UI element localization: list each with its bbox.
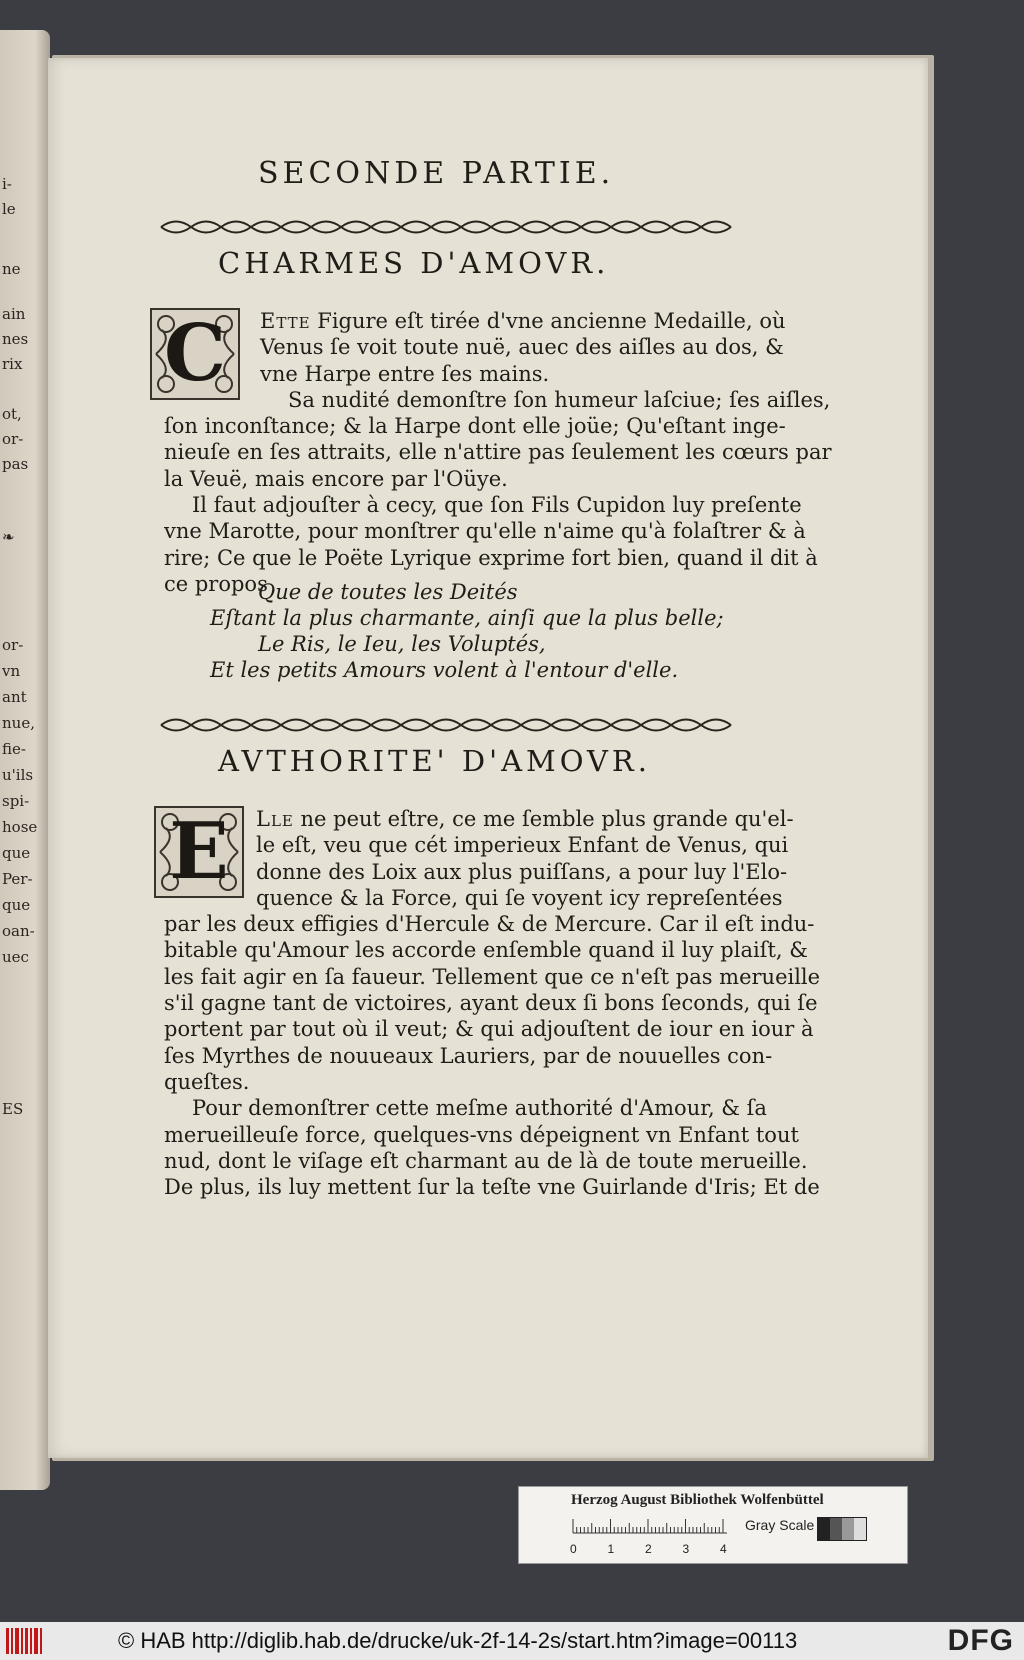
left-page-fragment: uec [2,948,29,966]
left-page-fragment: nue, [2,714,35,732]
left-page-fragment: ot, [2,405,22,423]
copyright-url-link[interactable]: © HAB http://diglib.hab.de/drucke/uk-2f-14-2s/start.htm?image=00113 [118,1628,798,1653]
left-page-fragment: oan- [2,922,35,940]
text-line: vne Harpe entre ſes mains. [260,361,550,386]
ruler-label: 3 [682,1542,690,1556]
left-page-fragment: ne [2,260,21,278]
left-page-edge [0,30,50,1490]
fleuron-ornament-middle [156,714,736,736]
text-line: rire; Ce que le Poëte Lyrique exprime fort bien, quand il dit à [164,545,818,570]
left-page-fragment: le [2,200,16,218]
text-line: la Veuë, mais encore par l'Oüye. [164,466,508,491]
dropcap-letter: E [169,806,229,897]
library-scale-card [518,1486,908,1564]
text-line: nieuſe en ſes attraits, elle n'attire pas ſeulement les cœurs par [164,440,832,465]
section-authorite-body [164,806,821,1200]
left-page-fragment: ain [2,305,26,323]
library-name: Herzog August Bibliothek Wolfenbüttel [571,1492,824,1508]
left-page-fragment: que [2,844,31,862]
left-page-fragment: nes [2,330,29,348]
section-charmes-body [164,308,832,597]
left-page-fragment: spi- [2,792,30,810]
text-line: par les deux effigies d'Hercule & de Mercure. Car il eſt indu- [164,912,815,937]
text-line: ſes Myrthes de nouueaux Lauriers, par de nouuelles con- [164,1043,773,1068]
left-page-fragment: rix [2,355,23,373]
text-line: nud, dont le viſage eſt charmant au de là de toute merueille. [164,1148,808,1173]
left-page-fragment: hose [2,818,38,836]
ruler-scale [571,1515,731,1559]
text-line: ce propos [164,571,268,596]
barcode-icon [6,1628,46,1654]
verse-line-1: Que de toutes les Deités [258,580,518,604]
left-page-fragment: ES [2,1100,24,1118]
text-line: quence & la Force, qui ſe voyent icy repreſentées [256,885,783,910]
verse-line-3: Le Ris, le Ieu, les Voluptés, [258,632,546,656]
text-line: Lle ne peut eſtre, ce me ſemble plus grande qu'el- [256,807,794,831]
text-line: De plus, ils luy mettent ſur la teſte vne Guirlande d'Iris; Et de [164,1175,820,1200]
text-line: Venus ſe voit toute nuë, auec des aiſles au dos, & [260,335,784,360]
left-page-fragment: i- [2,175,12,193]
fleuron-ornament-top [156,216,736,238]
dfg-logo: DFG [947,1624,1014,1657]
left-page-fragment: u'ils [2,766,34,784]
text-line: donne des Loix aux plus puiſſans, a pour luy l'Elo- [256,859,788,884]
ruler-label: 4 [720,1542,727,1556]
text-line: merueilleuſe force, quelques-vns dépeignent vn Enfant tout [164,1122,799,1147]
left-page-fragment: Per- [2,870,33,888]
gray-scale-swatches [817,1517,867,1541]
text-line: Sa nudité demonſtre ſon humeur laſciue; ſes aiſles, [288,387,831,412]
footer-bar [0,1622,1024,1660]
left-page-fragment: pas [2,455,29,473]
left-page-fragment: ❧ [2,528,15,546]
ruler-label: 2 [645,1542,652,1556]
left-page-fragment: fie- [2,740,26,758]
text-line: Il faut adjouſter à cecy, que ſon Fils Cupidon luy preſente [192,493,802,518]
left-page-fragment: or- [2,430,24,448]
ruler-label: 0 [570,1542,577,1556]
text-line: ſon inconſtance; & la Harpe dont elle joüe; Qu'eſtant inge- [164,414,786,439]
section-title-authorite: AVTHORITE' D'AMOVR. [218,744,651,778]
text-line: le eſt, veu que cét imperieux Enfant de Venus, qui [256,833,789,858]
left-page-fragment: or- [2,636,24,654]
text-line: Ette Figure eſt tirée d'vne ancienne Medaille, où [260,309,786,333]
left-page-fragment: que [2,896,31,914]
text-line: s'il gagne tant de victoires, ayant deux ſi bons ſeconds, qui ſe [164,991,818,1016]
verse-line-4: Et les petits Amours volent à l'entour d'elle. [210,658,679,682]
text-line: Pour demonſtrer cette meſme authorité d'Amour, & ſa [192,1096,767,1121]
ruler-label: 1 [607,1542,615,1556]
text-line: vne Marotte, pour monſtrer qu'elle n'aime qu'à folaſtrer & à [164,519,806,544]
gray-scale-label: Gray Scale [745,1517,815,1533]
text-line: bitable qu'Amour les accorde enſemble quand il luy plaiſt, & [164,938,808,963]
text-line: les fait agir en ſa faueur. Tellement que ce n'eſt pas merueille [164,964,821,989]
dropcap-letter: C [163,308,227,399]
text-line: queſtes. [164,1069,250,1094]
book-page [48,58,928,1458]
text-line: portent par tout où il veut; & qui adjouſtent de iour en iour à [164,1017,814,1042]
left-page-fragment: ant [2,688,27,706]
section-title-charmes: CHARMES D'AMOVR. [218,246,610,280]
left-page-fragment: vn [2,662,21,680]
verse-line-2: Eſtant la plus charmante, ainſi que la plus belle; [210,606,724,630]
part-title: SECONDE PARTIE. [258,156,615,191]
